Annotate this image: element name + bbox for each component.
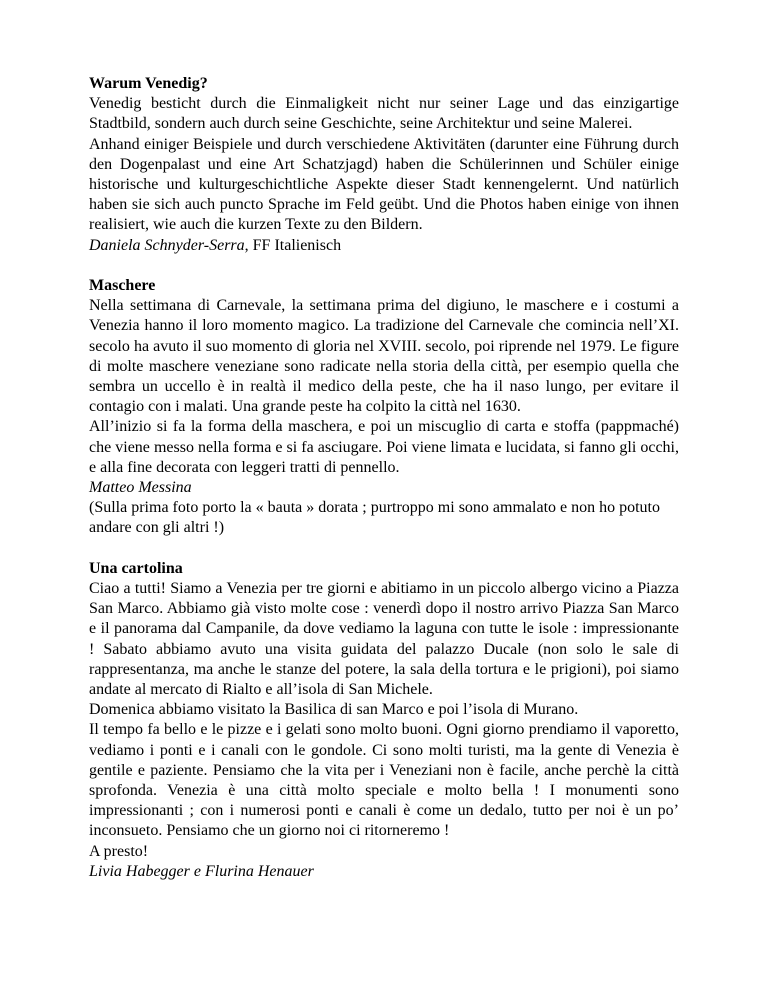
photo-note: (Sulla prima foto porto la « bauta » dorata ; purtroppo mi sono ammalato e non ho potuto andare con gli altri !) (89, 499, 660, 537)
author-name: Livia Habegger e Flurina Henauer (89, 862, 314, 880)
paragraph: Nella settimana di Carnevale, la settimana prima del digiuno, le maschere e i costumi a Venezia hanno il loro momento magico. La tradizione del Carnevale che comincia nell’XI. secolo ha avuto il suo momento di gloria nel XVIII. secolo, poi riprende nel 1979. Le figure di molte maschere veneziane sono radicate nella storia della città, per esempio quella che sembra un uccello è in realtà il medico della peste, che ha il naso lungo, per evitare il contagio con i malati. Una grande peste ha colpito la città nel 1630. (89, 297, 679, 416)
paragraph: Venedig besticht durch die Einmaligkeit nicht nur seiner Lage und das einzigartige Stadtbild, sondern auch durch seine Geschichte, seine Architektur und seine Malerei. (89, 95, 679, 133)
closing-line: A presto! (89, 842, 149, 860)
section-maschere (89, 276, 679, 539)
section-title: Una cartolina (89, 559, 183, 577)
section-title: Maschere (89, 277, 156, 295)
paragraph: Il tempo fa bello e le pizze e i gelati sono molto buoni. Ogni giorno prendiamo il vaporetto, vediamo i ponti e i canali con le gondole. Ci sono molti turisti, ma la gente di Venezia è gentile e paziente. Pensiamo che la vita per i Veneziani non è facile, anche perchè la città sprofonda. Venezia è una città molto speciale e molto bella ! I monumenti sono impressionanti ; con i numerosi ponti e canali è come un dedalo, tutto per noi è un po’ inconsueto. Pensiamo che un giorno noi ci ritorneremo ! (89, 721, 679, 840)
section-una-cartolina (89, 559, 679, 882)
paragraph: Domenica abbiamo visitato la Basilica di san Marco e poi l’isola di Murano. (89, 701, 579, 719)
author-byline (89, 237, 341, 254)
section-warum-venedig (89, 74, 679, 256)
author-name: Daniela Schnyder-Serra (89, 236, 245, 254)
document-page (89, 74, 679, 882)
section-title: Warum Venedig? (89, 75, 208, 92)
paragraph: Ciao a tutti! Siamo a Venezia per tre giorni e abitiamo in un piccolo albergo vicino a Piazza San Marco. Abbiamo già visto molte cose : venerdì dopo il nostro arrivo Piazza San Marco e il panorama dal Campanile, da dove vediamo la laguna con tutte le isole : impressionante ! Sabato abbiamo avuto una visita guidata del palazzo Ducale (non solo le sale di rappresentanza, ma anche le stanze del potere, la sala della tortura e le prigioni), poi siamo andate al mercato di Rialto e all’isola di San Michele. (89, 580, 679, 699)
author-name: Matteo Messina (89, 479, 192, 497)
paragraph: Anhand einiger Beispiele und durch verschiedene Aktivitäten (darunter eine Führung durch den Dogenpalast und eine Art Schatzjagd) haben die Schülerinnen und Schüler einige historische und kulturgeschichtliche Aspekte dieser Stadt kennengelernt. Und natürlich haben sie sich auch puncto Sprache im Feld geübt. Und die Photos haben einige von ihnen realisiert, wie auch die kurzen Texte zu den Bildern. (89, 135, 679, 234)
paragraph: All’inizio si fa la forma della maschera, e poi un miscuglio di carta e stoffa (pappmaché) che viene messo nella forma e si fa asciugare. Poi viene limata e lucidata, si fanno gli occhi, e alla fine decorata con leggeri tratti di pennello. (89, 418, 679, 476)
author-role: , FF Italienisch (244, 236, 342, 254)
